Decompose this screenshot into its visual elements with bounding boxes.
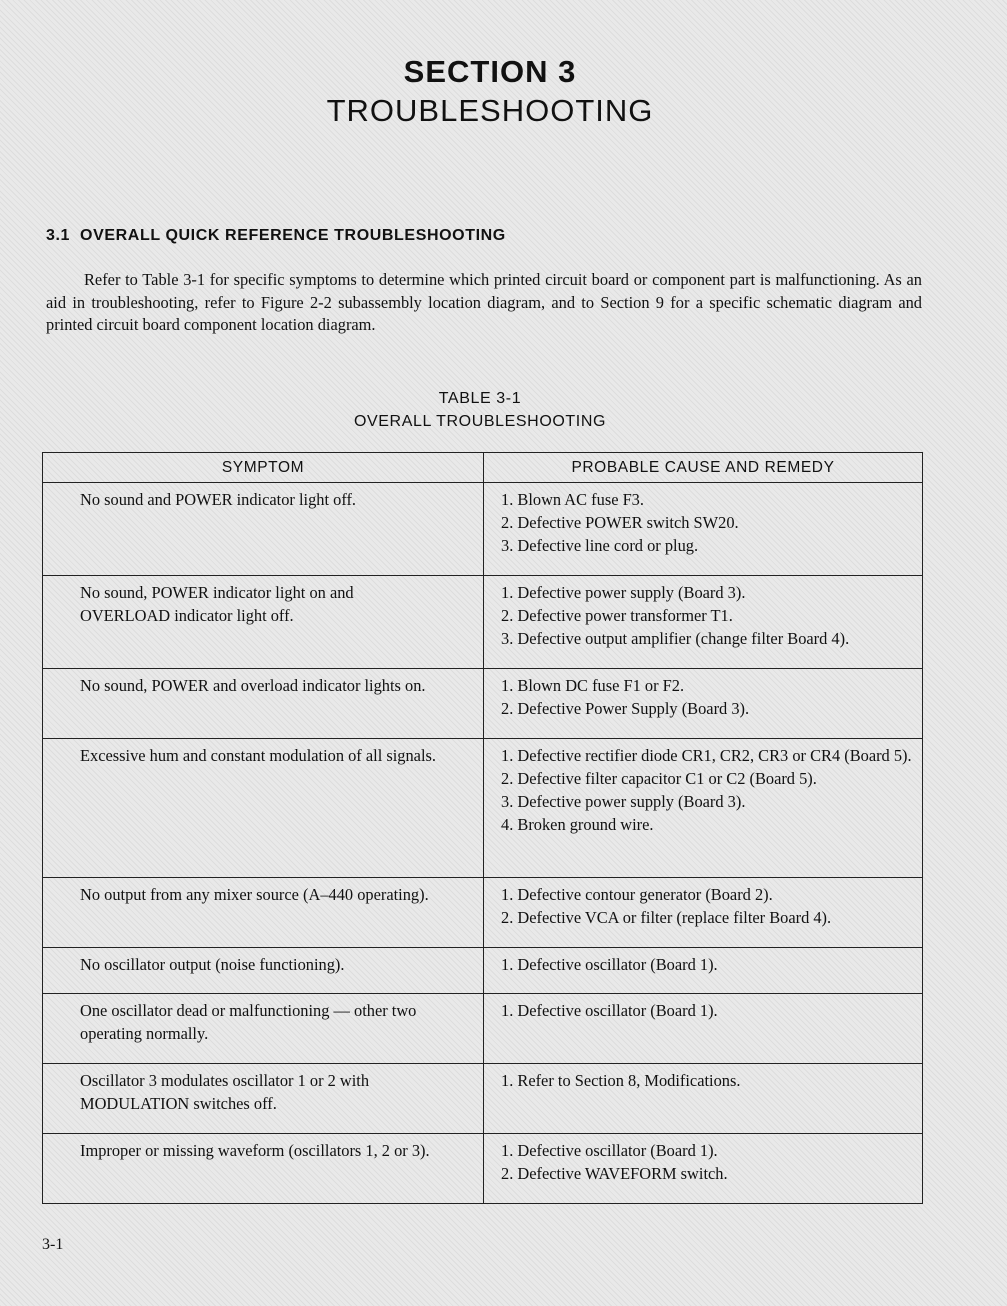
symptom-cell: Oscillator 3 modulates oscillator 1 or 2 with MODULATION switches off. <box>43 1064 484 1134</box>
remedy-item: 1. Refer to Section 8, Modifications. <box>501 1071 741 1090</box>
table-row <box>43 669 923 739</box>
remedy-cell <box>484 994 923 1064</box>
remedy-item: 1. Defective oscillator (Board 1). <box>501 1001 718 1020</box>
remedy-column-header: PROBABLE CAUSE AND REMEDY <box>484 453 923 483</box>
remedy-cell <box>484 739 923 878</box>
remedy-cell <box>484 576 923 669</box>
table-row <box>43 576 923 669</box>
remedy-item: 1. Blown DC fuse F1 or F2. <box>501 676 685 695</box>
symptom-cell: One oscillator dead or malfunctioning — other two operating normally. <box>43 994 484 1064</box>
remedy-cell <box>484 669 923 739</box>
subsection-title: OVERALL QUICK REFERENCE TROUBLESHOOTING <box>80 227 506 244</box>
symptom-column-header: SYMPTOM <box>43 453 484 483</box>
troubleshooting-table <box>42 452 923 1204</box>
remedy-item: 1. Defective oscillator (Board 1). <box>501 1141 718 1160</box>
remedy-item: 1. Defective power supply (Board 3). <box>501 583 746 602</box>
remedy-cell <box>484 878 923 948</box>
subsection-heading <box>46 227 506 245</box>
remedy-item: 1. Defective rectifier diode CR1, CR2, CR3 or CR4 (Board 5). <box>501 746 912 765</box>
table-row <box>43 948 923 994</box>
table-row <box>43 739 923 878</box>
table-caption-number: TABLE 3-1 <box>438 390 522 407</box>
symptom-cell: No sound, POWER indicator light on and OVERLOAD indicator light off. <box>43 576 484 669</box>
remedy-cell <box>484 948 923 994</box>
page-number: 3-1 <box>42 1236 64 1253</box>
remedy-item: 4. Broken ground wire. <box>501 815 654 834</box>
remedy-item: 2. Defective POWER switch SW20. <box>501 513 739 532</box>
symptom-cell: No output from any mixer source (A–440 operating). <box>43 878 484 948</box>
table-caption-title: OVERALL TROUBLESHOOTING <box>353 413 607 430</box>
symptom-cell: Improper or missing waveform (oscillators 1, 2 or 3). <box>43 1134 484 1204</box>
remedy-item: 1. Defective contour generator (Board 2). <box>501 885 773 904</box>
table-row <box>43 483 923 576</box>
symptom-cell: No sound and POWER indicator light off. <box>43 483 484 576</box>
remedy-cell <box>484 1134 923 1204</box>
intro-paragraph: Refer to Table 3-1 for specific symptoms to determine which printed circuit board or component part is malfunctioning. As an aid in troubleshooting, refer to Figure 2-2 subassembly location diagram, and to Section 9 for a specific schematic diagram and printed circuit board component location diagram. <box>46 270 922 334</box>
table-row <box>43 1064 923 1134</box>
symptom-cell: No sound, POWER and overload indicator lights on. <box>43 669 484 739</box>
table-row <box>43 994 923 1064</box>
remedy-item: 1. Defective oscillator (Board 1). <box>501 955 718 974</box>
remedy-item: 2. Defective WAVEFORM switch. <box>501 1164 728 1183</box>
section-title: TROUBLESHOOTING <box>326 93 654 128</box>
remedy-item: 3. Defective line cord or plug. <box>501 536 699 555</box>
symptom-cell: Excessive hum and constant modulation of all signals. <box>43 739 484 878</box>
symptom-cell: No oscillator output (noise functioning). <box>43 948 484 994</box>
subsection-number: 3.1 <box>46 227 71 244</box>
remedy-item: 2. Defective filter capacitor C1 or C2 (Board 5). <box>501 769 817 788</box>
table-row <box>43 878 923 948</box>
table-header-row <box>43 453 923 483</box>
remedy-item: 2. Defective power transformer T1. <box>501 606 733 625</box>
remedy-item: 3. Defective output amplifier (change filter Board 4). <box>501 629 850 648</box>
remedy-item: 1. Blown AC fuse F3. <box>501 490 644 509</box>
remedy-cell <box>484 1064 923 1134</box>
remedy-item: 3. Defective power supply (Board 3). <box>501 792 746 811</box>
section-number: SECTION 3 <box>403 54 577 89</box>
table-row <box>43 1134 923 1204</box>
remedy-item: 2. Defective VCA or filter (replace filter Board 4). <box>501 908 832 927</box>
remedy-item: 2. Defective Power Supply (Board 3). <box>501 699 750 718</box>
remedy-cell <box>484 483 923 576</box>
